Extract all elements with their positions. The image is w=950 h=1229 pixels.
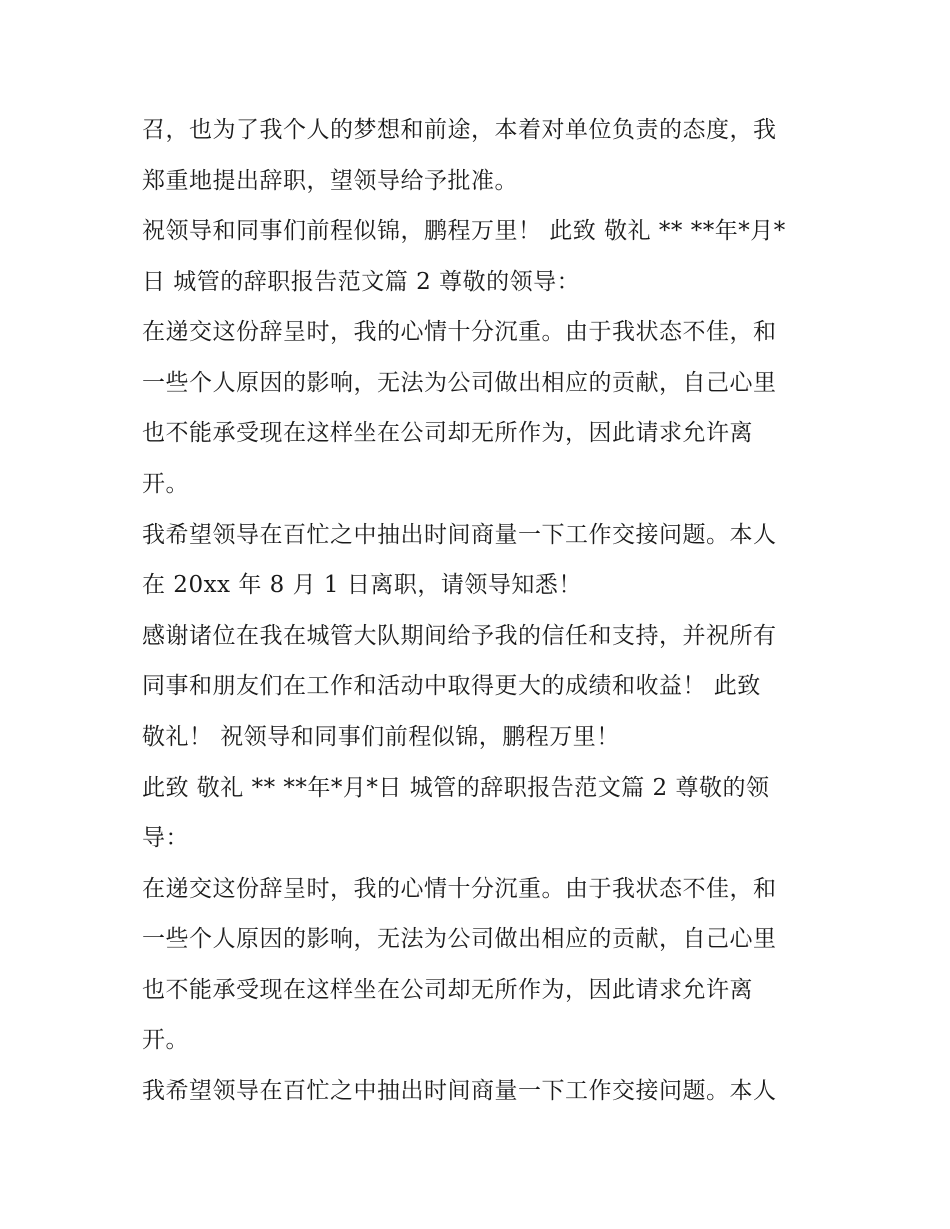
text-line: 祝领导和同事们前程似锦，鹏程万里！ 此致 敬礼 ** **年*月* <box>142 218 786 244</box>
text-line: 也不能承受现在这样坐在公司却无所作为，因此请求允许离 <box>142 977 753 1003</box>
text-line: 一些个人原因的影响，无法为公司做出相应的贡献，自己心里 <box>142 370 777 396</box>
text-line: 召，也为了我个人的梦想和前途，本着对单位负责的态度，我 <box>142 117 777 143</box>
text-line: 此致 敬礼 ** **年*月*日 城管的辞职报告范文篇 2 尊敬的领 <box>142 775 770 801</box>
text-line: 日 城管的辞职报告范文篇 2 尊敬的领导： <box>142 269 581 295</box>
text-line: 敬礼！ 祝领导和同事们前程似锦，鹏程万里！ <box>142 724 620 750</box>
text-line: 我希望领导在百忙之中抽出时间商量一下工作交接问题。本人 <box>142 522 777 548</box>
text-line: 一些个人原因的影响，无法为公司做出相应的贡献，自己心里 <box>142 926 777 952</box>
text-line: 在递交这份辞呈时，我的心情十分沉重。由于我状态不佳，和 <box>142 319 777 345</box>
text-line: 感谢诸位在我在城管大队期间给予我的信任和支持，并祝所有 <box>142 623 777 649</box>
text-line: 郑重地提出辞职，望领导给予批准。 <box>142 168 518 194</box>
text-line: 开。 <box>142 1027 189 1053</box>
text-line: 也不能承受现在这样坐在公司却无所作为，因此请求允许离 <box>142 420 753 446</box>
text-line: 在 20xx 年 8 月 1 日离职，请领导知悉！ <box>142 572 582 598</box>
text-line: 在递交这份辞呈时，我的心情十分沉重。由于我状态不佳，和 <box>142 876 777 902</box>
text-line: 开。 <box>142 471 189 497</box>
text-line: 导： <box>142 825 189 851</box>
text-line: 同事和朋友们在工作和活动中取得更大的成绩和收益！ 此致 <box>142 673 761 699</box>
text-line: 我希望领导在百忙之中抽出时间商量一下工作交接问题。本人 <box>142 1078 777 1104</box>
